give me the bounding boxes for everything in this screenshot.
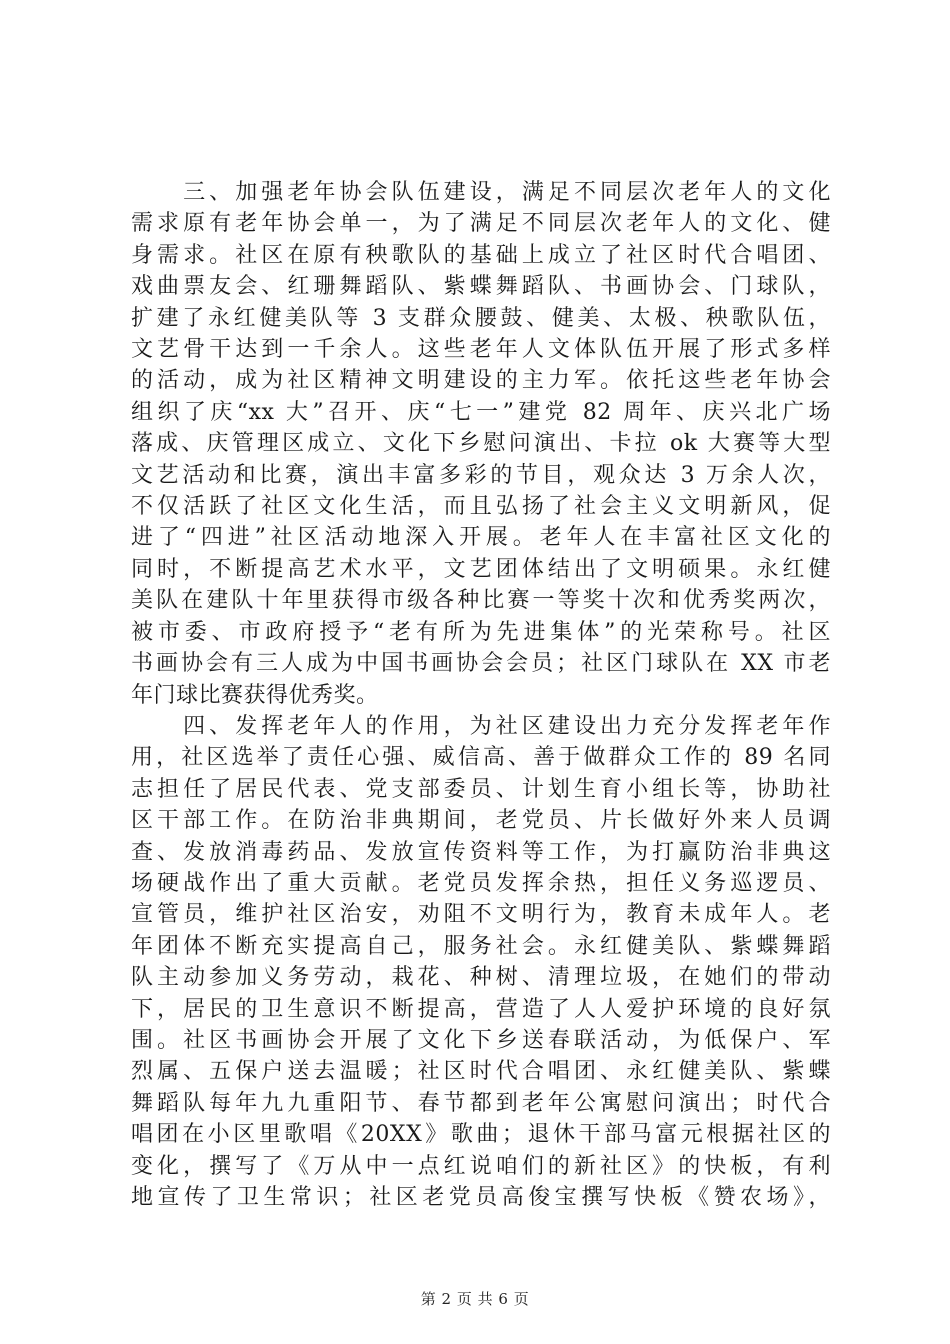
text-line: 四、发挥老年人的作用，为社区建设出力充分发挥老年作 xyxy=(131,713,831,739)
text-line: 年门球比赛获得优秀奖。 xyxy=(131,682,379,708)
text-line: 舞蹈队每年九九重阳节、春节都到老年公寓慰问演出；时代合 xyxy=(131,1090,831,1116)
text-line: 查、发放消毒药品、发放宣传资料等工作，为打赢防治非典这 xyxy=(131,839,831,865)
text-line: 三、加强老年协会队伍建设，满足不同层次老年人的文化 xyxy=(131,180,831,205)
text-line: 围。社区书画协会开展了文化下乡送春联活动，为低保户、军 xyxy=(131,1027,831,1053)
text-line: 扩建了永红健美队等 3 支群众腰鼓、健美、太极、秧歌队伍， xyxy=(131,305,831,331)
text-line: 区干部工作。在防治非典期间，老党员、片长做好外来人员调 xyxy=(131,808,831,834)
text-line: 文艺骨干达到一千余人。这些老年人文体队伍开展了形式多样 xyxy=(131,337,831,363)
text-line: 不仅活跃了社区文化生活，而且弘扬了社会主义文明新风，促 xyxy=(131,494,831,520)
text-line: 志担任了居民代表、党支部委员、计划生育小组长等，协助社 xyxy=(131,776,831,802)
text-line: 文艺活动和比赛，演出丰富多彩的节目，观众达 3 万余人次， xyxy=(131,462,831,488)
text-line: 地宣传了卫生常识；社区老党员高俊宝撰写快板《赞农场》， xyxy=(131,1185,831,1210)
paragraph-section-4 xyxy=(131,711,831,1214)
text-line: 的活动，成为社区精神文明建设的主力军。依托这些老年协会 xyxy=(131,368,831,394)
text-line: 书画协会有三人成为中国书画协会会员；社区门球队在 XX 市老 xyxy=(131,651,832,677)
text-line: 下，居民的卫生意识不断提高，营造了人人爱护环境的良好氛 xyxy=(131,996,831,1022)
text-line: 唱团在小区里歌唱《20XX》歌曲；退休干部马富元根据社区的 xyxy=(131,1122,831,1148)
text-line: 队主动参加义务劳动，栽花、种树、清理垃圾，在她们的带动 xyxy=(131,965,831,991)
text-line: 用，社区选举了责任心强、威信高、善于做群众工作的 89 名同 xyxy=(131,745,831,771)
text-line: 进了“四进”社区活动地深入开展。老年人在丰富社区文化的 xyxy=(131,525,831,551)
text-line: 同时，不断提高艺术水平，文艺团体结出了文明硕果。永红健 xyxy=(131,556,831,582)
text-line: 被市委、市政府授予“老有所为先进集体”的光荣称号。社区 xyxy=(131,619,831,645)
text-line: 烈属、五保户送去温暖；社区时代合唱团、永红健美队、紫蝶 xyxy=(131,1059,831,1085)
text-line: 落成、庆管理区成立、文化下乡慰问演出、卡拉 ok 大赛等大型 xyxy=(131,431,831,457)
text-line: 宣管员，维护社区治安，劝阻不文明行为，教育未成年人。老 xyxy=(131,902,831,928)
paragraph-section-3 xyxy=(131,177,831,711)
text-line: 年团体不断充实提高自己，服务社会。永红健美队、紫蝶舞蹈 xyxy=(131,933,831,959)
document-body xyxy=(131,177,831,1213)
text-line: 戏曲票友会、红珊舞蹈队、紫蝶舞蹈队、书画协会、门球队， xyxy=(131,274,831,300)
text-line: 身需求。社区在原有秧歌队的基础上成立了社区时代合唱团、 xyxy=(131,242,831,268)
text-line: 需求原有老年协会单一，为了满足不同层次老年人的文化、健 xyxy=(131,211,831,237)
text-line: 美队在建队十年里获得市级各种比赛一等奖十次和优秀奖两次， xyxy=(131,588,831,614)
text-line: 组织了庆“xx 大”召开、庆“七一”建党 82 周年、庆兴北广场 xyxy=(131,399,831,425)
text-line: 场硬战作出了重大贡献。老党员发挥余热，担任义务巡逻员、 xyxy=(131,870,831,896)
page-footer: 第 2 页 共 6 页 xyxy=(420,1290,530,1308)
text-line: 变化，撰写了《万从中一点红说咱们的新社区》的快板，有利 xyxy=(131,1153,831,1179)
